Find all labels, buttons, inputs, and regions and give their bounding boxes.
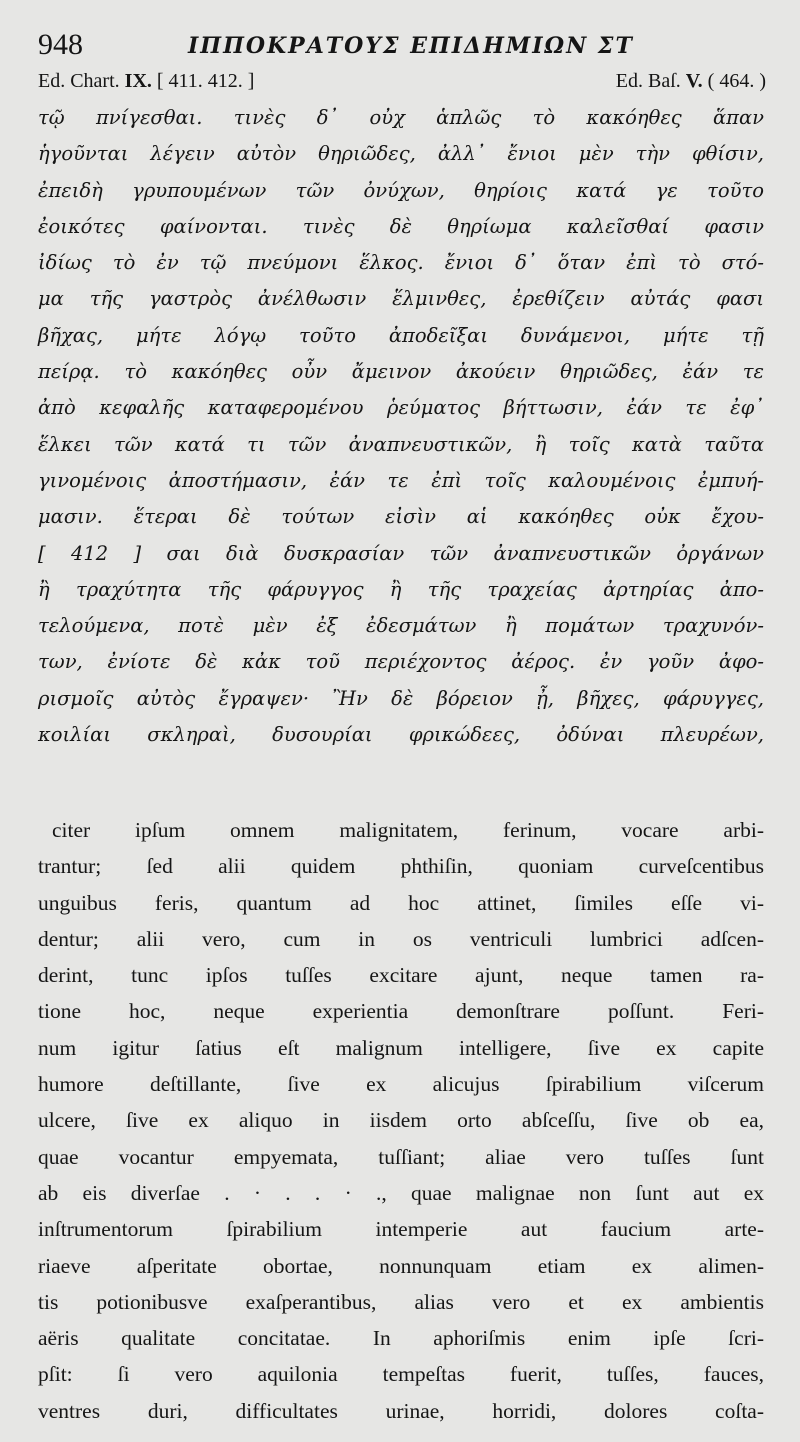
greek-line: ἐπειδὴ γρυπουμένων τῶν ὀνύχων, θηρίοις κατά γε τοῦτο xyxy=(38,178,764,202)
latin-line: quae vocantur empyemata, tuſſiant; aliae vero tuſſes ſunt xyxy=(38,1144,764,1169)
latin-line: citer ipſum omnem malignitatem, ferinum, vocare arbi- xyxy=(52,818,764,842)
latin-line: num igitur ſatius eſt malignum intelligere, ſive ex capite xyxy=(38,1035,764,1060)
basel-edition-ref: Ed. Baſ. V. ( 464. ) xyxy=(615,70,766,92)
latin-line: dentur; alii vero, cum in os ventriculi lumbrici adſcen- xyxy=(38,926,764,951)
greek-line: [ 412 ] σαι διὰ δυσκρασίαν τῶν ἀναπνευστικῶν ὀργάνων xyxy=(38,541,764,565)
greek-line: κοιλίαι σκληραὶ, δυσουρίαι φρικώδεες, ὀδύναι πλευρέων, xyxy=(38,723,764,747)
greek-line: των, ἐνίοτε δὲ κἀκ τοῦ περιέχοντος ἀέρος. ἐν γοῦν ἀφο- xyxy=(38,650,764,674)
running-title: ΙΠΠΟΚΡΑΤΟΥΣ ΕΠΙΔΗΜΙΩΝ ΣΤ xyxy=(188,33,634,59)
greek-line: ἕλκει τῶν κατά τι τῶν ἀναπνευστικῶν, ἢ τοῖς κατὰ ταῦτα xyxy=(38,432,764,456)
greek-line: ἢ τραχύτητα τῆς φάρυγγος ἢ τῆς τραχείας ἀρτηρίας ἀπο- xyxy=(38,577,764,601)
latin-line: inſtrumentorum ſpirabilium intemperie aut faucium arte- xyxy=(38,1217,764,1242)
greek-line: μασιν. ἕτεραι δὲ τούτων εἰσὶν αἱ κακόηθες οὐκ ἔχου- xyxy=(38,505,764,529)
latin-line: ulcere, ſive ex aliquo in iisdem orto abſceſſu, ſive ob ea, xyxy=(38,1108,764,1133)
latin-line: riaeve aſperitate obortae, nonnunquam etiam ex alimen- xyxy=(38,1253,764,1278)
latin-line: humore deſtillante, ſive ex alicujus ſpirabilium viſcerum xyxy=(38,1072,764,1097)
latin-line: tione hoc, neque experientia demonſtrare poſſunt. Feri- xyxy=(38,999,764,1024)
latin-line: ventres duri, difficultates urinae, horridi, dolores coſta- xyxy=(38,1398,764,1423)
page-number: 948 xyxy=(38,28,83,61)
greek-line: ρισμοῖς αὐτὸς ἔγραψεν· Ἢν δὲ βόρειον ᾖ, βῆχες, φάρυγγες, xyxy=(38,686,764,710)
latin-text-block xyxy=(38,812,764,1429)
latin-line: trantur; ſed alii quidem phthiſin, quoniam curveſcentibus xyxy=(38,854,764,879)
greek-line: ἐοικότες φαίνονται. τινὲς δὲ θηρίωμα καλεῖσθαί φασιν xyxy=(38,214,764,238)
greek-line: γινομένοις ἀποστήμασιν, ἐάν τε ἐπὶ τοῖς καλουμένοις ἐμπυή- xyxy=(38,468,764,492)
latin-line: unguibus feris, quantum ad hoc attinet, ſimiles eſſe vi- xyxy=(38,890,764,915)
greek-line: τῷ πνίγεσθαι. τινὲς δ᾽ οὐχ ἁπλῶς τὸ κακόηθες ἅπαν xyxy=(38,106,764,129)
greek-line: ἰδίως τὸ ἐν τῷ πνεύμονι ἕλκος. ἔνιοι δ᾽ ὅταν ἐπὶ τὸ στό- xyxy=(38,251,764,275)
greek-line: μα τῆς γαστρὸς ἀνέλθωσιν ἕλμινθες, ἐρεθίζειν αὐτάς φασι xyxy=(38,287,764,311)
latin-line: tis potionibusve exaſperantibus, alias vero et ex ambientis xyxy=(38,1289,764,1314)
greek-line: βῆχας, μήτε λόγῳ τοῦτο ἀποδεῖξαι δυνάμενοι, μήτε τῇ xyxy=(38,323,764,347)
greek-line: ἡγοῦνται λέγειν αὐτὸν θηριῶδες, ἀλλ᾽ ἔνιοι μὲν τὴν φθίσιν, xyxy=(38,142,764,166)
greek-line: τελούμενα, ποτὲ μὲν ἐξ ἐδεσμάτων ἢ πομάτων τραχυνόν- xyxy=(38,614,764,638)
running-head xyxy=(38,28,762,72)
latin-line: derint, tunc ipſos tuſſes excitare ajunt, neque tamen ra- xyxy=(38,963,764,988)
edition-references xyxy=(38,70,766,96)
latin-line: ab eis diverſae . · . . · ., quae malignae non ſunt aut ex xyxy=(38,1180,764,1205)
latin-line: aëris qualitate concitatae. In aphoriſmis enim ipſe ſcri- xyxy=(38,1326,764,1351)
greek-line: ἀπὸ κεφαλῆς καταφερομένου ῥεύματος βήττωσιν, ἐάν τε ἐφ᾽ xyxy=(38,396,764,420)
greek-text-block xyxy=(38,100,764,753)
chartier-edition-ref: Ed. Chart. IX. [ 411. 412. ] xyxy=(38,70,255,92)
greek-line: πείρᾳ. τὸ κακόηθες οὖν ἄμεινον ἀκούειν θηριῶδες, ἐάν τε xyxy=(38,360,764,384)
latin-line: pſit: ſi vero aquilonia tempeſtas fuerit, tuſſes, fauces, xyxy=(38,1362,764,1387)
